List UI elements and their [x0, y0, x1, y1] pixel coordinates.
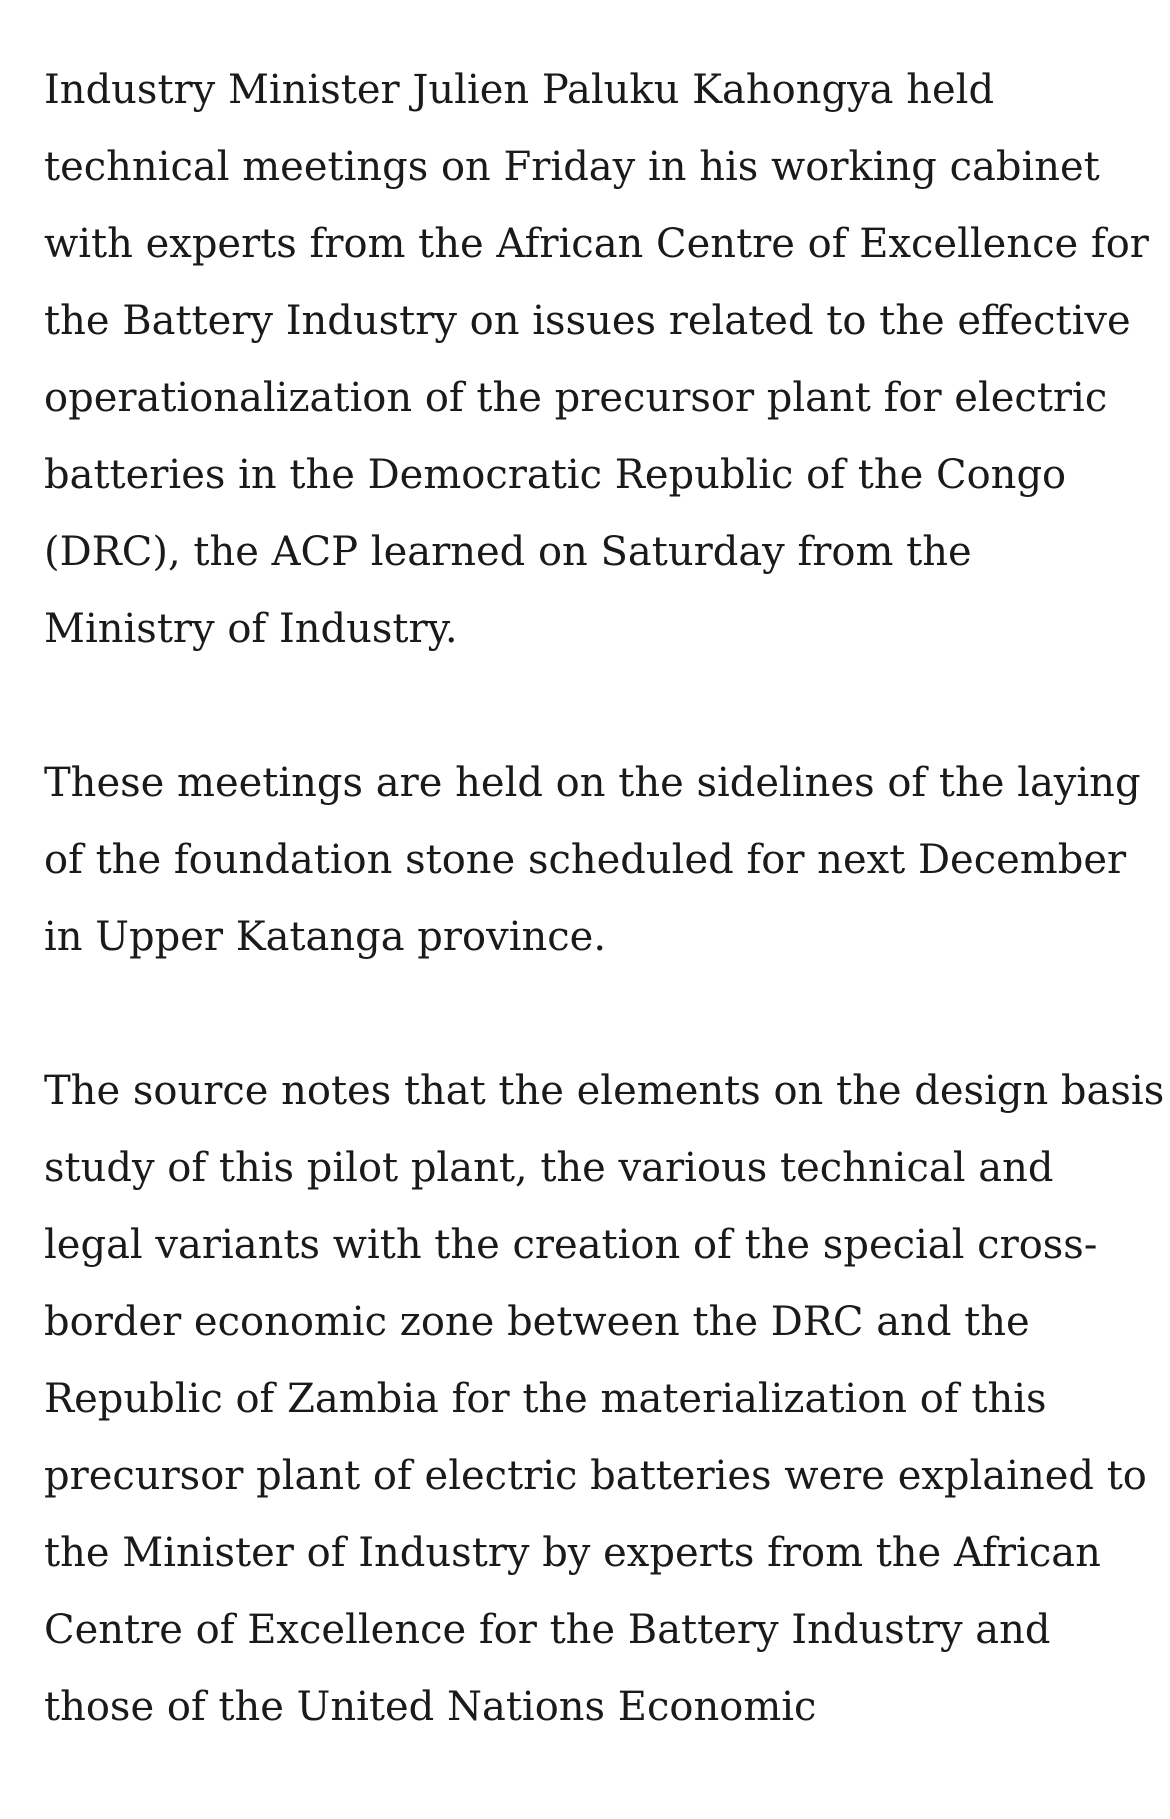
text-line: border economic zone between the DRC and the — [44, 1299, 1030, 1345]
text-line: Industry Minister Julien Paluku Kahongya held — [44, 67, 995, 113]
text-line: of the foundation stone scheduled for next December — [44, 837, 1127, 883]
text-line: Centre of Excellence for the Battery Industry and — [44, 1607, 1051, 1653]
text-line: Republic of Zambia for the materialization of this — [44, 1376, 1047, 1422]
paragraph-3 — [44, 1053, 1165, 1746]
text-line: study of this pilot plant, the various technical and — [44, 1145, 1054, 1191]
text-line: with experts from the African Centre of Excellence for — [44, 221, 1149, 267]
text-line: precursor plant of electric batteries were explained to — [44, 1453, 1147, 1499]
text-line: (DRC), the ACP learned on Saturday from the — [44, 529, 972, 575]
text-line: technical meetings on Friday in his working cabinet — [44, 144, 1100, 190]
text-line: legal variants with the creation of the special cross- — [44, 1222, 1098, 1268]
text-line: The source notes that the elements on the design basis — [44, 1068, 1165, 1114]
text-line: batteries in the Democratic Republic of the Congo — [44, 452, 1067, 498]
text-line: operationalization of the precursor plant for electric — [44, 375, 1108, 421]
text-line: those of the United Nations Economic — [44, 1684, 817, 1730]
article-body — [44, 52, 1165, 1746]
text-line: These meetings are held on the sidelines of the laying — [44, 760, 1141, 806]
text-line: the Minister of Industry by experts from the African — [44, 1530, 1101, 1576]
text-line: the Battery Industry on issues related to the effective — [44, 298, 1131, 344]
text-line: in Upper Katanga province. — [44, 914, 607, 960]
text-line: Ministry of Industry. — [44, 606, 458, 652]
paragraph-2 — [44, 745, 1144, 976]
paragraph-1 — [44, 52, 1149, 668]
